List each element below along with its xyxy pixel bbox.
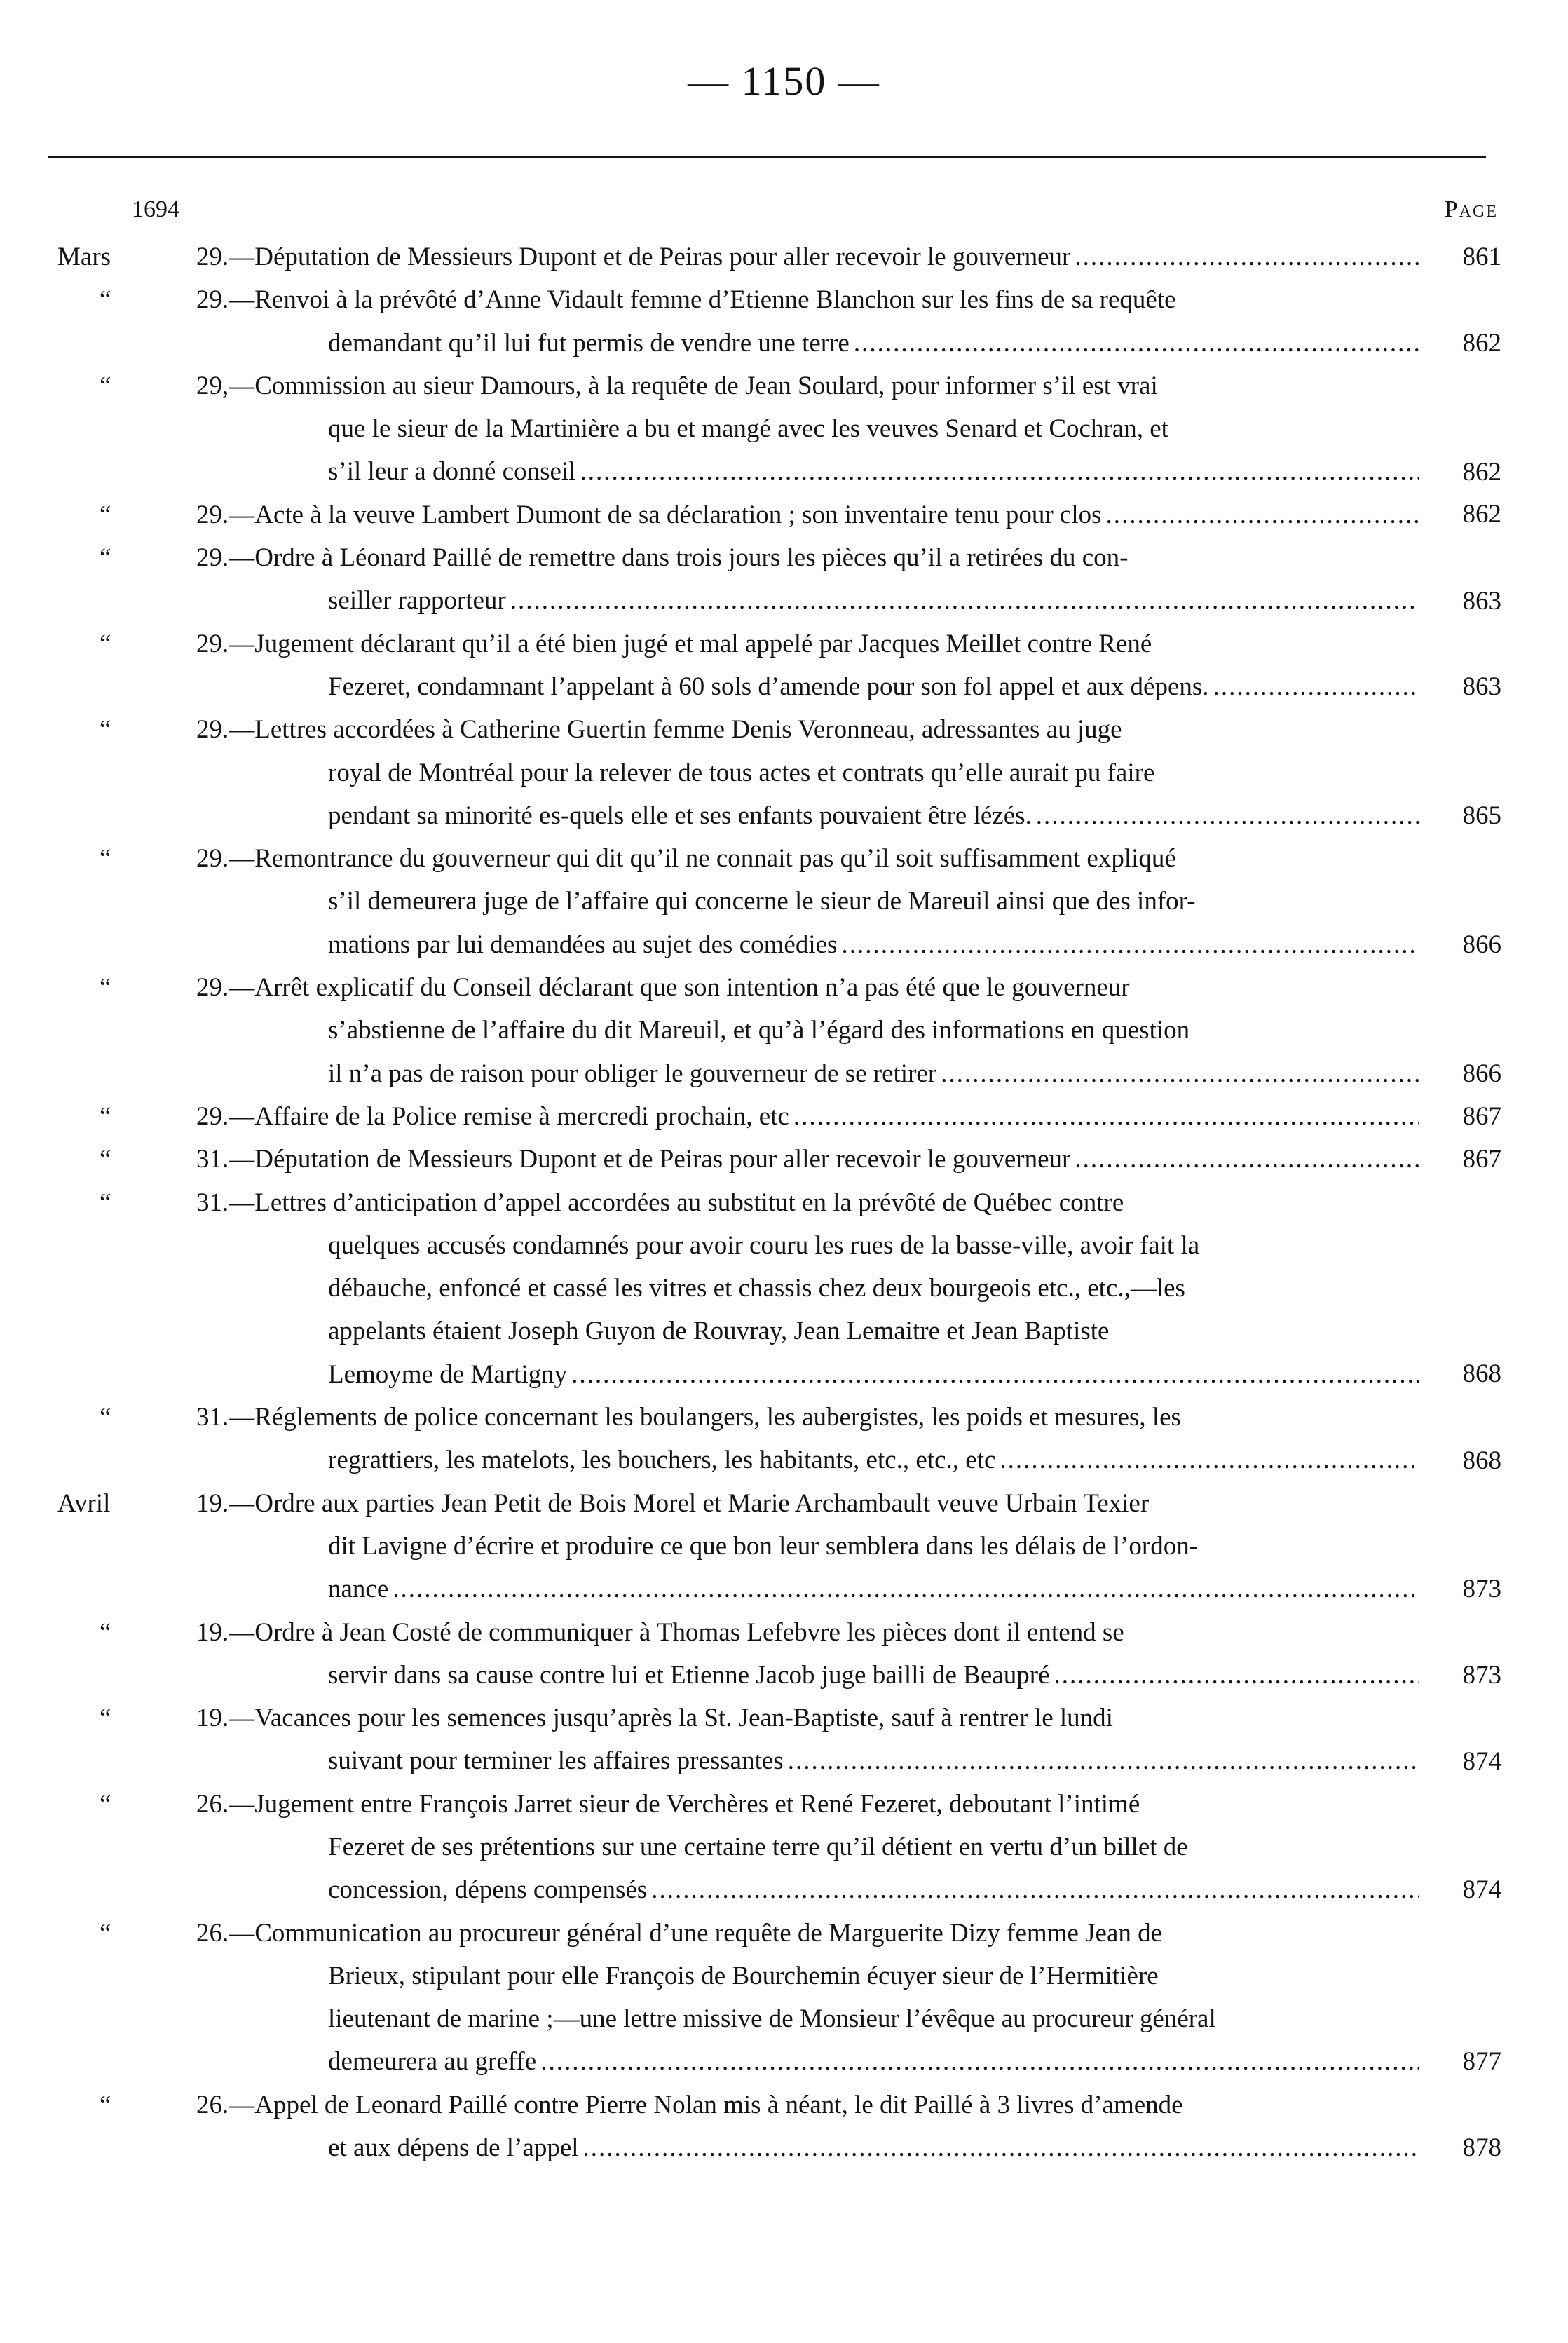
entry-text (196, 1095, 1423, 1138)
entry-day: 19. (196, 1617, 229, 1647)
entry-text (196, 494, 1423, 536)
entry-text (196, 966, 1423, 1095)
entry-line: Fezeret de ses prétentions sur une certaine terre qu’il détient en vertu d’un billet de (328, 1832, 1188, 1861)
entry-day: 29. (196, 715, 229, 745)
list-item (0, 1138, 1568, 1181)
list-item (0, 536, 1568, 623)
entry-page-number: 866 (1462, 930, 1501, 959)
dot-leader (1075, 236, 1419, 278)
entry-line: —Députation de Messieurs Dupont et de Peiras pour aller recevoir le gouverneur (229, 243, 1071, 271)
dot-leader (1075, 1138, 1419, 1181)
entry-text (196, 1482, 1423, 1611)
dot-leader (393, 1568, 1419, 1610)
entry-line: —Jugement déclarant qu’il a été bien jugé et mal appelé par Jacques Meillet contre René (229, 629, 1152, 658)
entry-line: —Arrêt explicatif du Conseil déclarant que son intention n’a pas été que le gouverneur (229, 973, 1130, 1003)
list-item (0, 1783, 1568, 1912)
list-item (0, 1396, 1568, 1482)
entry-month: “ (100, 715, 111, 745)
entry-day: 19. (196, 1704, 229, 1733)
entry-month: “ (100, 371, 111, 400)
dot-leader (841, 923, 1419, 966)
entry-day: 19. (196, 1488, 229, 1518)
entry-month: Avril (57, 1488, 111, 1518)
dot-leader (788, 1739, 1419, 1782)
entry-month: “ (100, 2090, 111, 2119)
entry-line: —Ordre à Jean Costé de communiquer à Thomas Lefebvre les pièces dont il entend se (229, 1617, 1124, 1647)
list-item (0, 1912, 1568, 2084)
page-column-heading: Page (1444, 196, 1498, 222)
dot-leader (941, 1052, 1419, 1095)
entry-line: s’il demeurera juge de l’affaire qui concerne le sieur de Mareuil ainsi que des infor- (328, 887, 1196, 916)
dot-leader (1036, 794, 1419, 837)
entry-month: Mars (57, 243, 111, 271)
entry-line: —Lettres accordées à Catherine Guertin femme Denis Veronneau, adressantes au juge (229, 715, 1122, 745)
entry-month: “ (100, 629, 111, 658)
entry-line: lieutenant de marine ;—une lettre missive de Monsieur l’évêque au procureur général (328, 2004, 1216, 2034)
entry-line: —Renvoi à la prévôté d’Anne Vidault femme d’Etienne Blanchon sur les fins de sa requête (229, 285, 1176, 315)
entry-day: 29. (196, 543, 229, 573)
entry-text (196, 1912, 1423, 2084)
entry-month: “ (100, 1145, 111, 1174)
entry-text (196, 1181, 1423, 1396)
entry-day: 26. (196, 2090, 229, 2119)
entry-month: “ (100, 1101, 111, 1131)
entry-text (196, 1783, 1423, 1912)
dot-leader (1106, 494, 1419, 536)
year-heading: 1694 (132, 196, 179, 222)
entry-line: Lemoyme de Martigny (328, 1359, 568, 1389)
entry-line: servir dans sa cause contre lui et Etienne Jacob juge bailli de Beaupré (328, 1660, 1050, 1690)
page-number: — 1150 — (688, 58, 880, 104)
entry-line: —Appel de Leonard Paillé contre Pierre Nolan mis à néant, le dit Paillé à 3 livres d’amende (229, 2090, 1183, 2119)
entry-text (196, 1396, 1423, 1482)
entry-line: s’abstienne de l’affaire du dit Mareuil, et qu’à l’égard des informations en question (328, 1016, 1190, 1045)
entry-page-number: 863 (1462, 672, 1501, 702)
list-item (0, 837, 1568, 966)
entry-month: “ (100, 1789, 111, 1819)
entry-page-number: 867 (1462, 1101, 1501, 1131)
entry-page-number: 865 (1462, 801, 1501, 830)
entry-line: quelques accusés condamnés pour avoir couru les rues de la basse-ville, avoir fait la (328, 1230, 1200, 1260)
entry-line: dit Lavigne d’écrire et produire ce que bon leur semblera dans les délais de l’ordon- (328, 1531, 1199, 1561)
entry-line: seiller rapporteur (328, 586, 506, 616)
entry-line: —Remontrance du gouverneur qui dit qu’il ne connait pas qu’il soit suffisamment expliqué (229, 844, 1176, 874)
entry-text (196, 1611, 1423, 1697)
entry-line: il n’a pas de raison pour obliger le gouverneur de se retirer (328, 1059, 937, 1088)
entry-text (196, 278, 1423, 365)
entry-line: nance (328, 1575, 389, 1604)
entry-list (0, 236, 1568, 2169)
entry-month: “ (100, 1617, 111, 1647)
entry-line: —Communication au procureur général d’une requête de Marguerite Dizy femme Jean de (229, 1918, 1163, 1948)
entry-page-number: 862 (1462, 328, 1501, 358)
dot-leader (651, 1868, 1419, 1911)
list-item (0, 236, 1568, 278)
entry-line: —Ordre à Léonard Paillé de remettre dans trois jours les pièces qu’il a retirées du con- (229, 543, 1129, 573)
entry-page-number: 873 (1462, 1661, 1501, 1690)
entry-month: “ (100, 500, 111, 529)
list-item (0, 623, 1568, 709)
list-item (0, 1482, 1568, 1611)
entry-line: —Vacances pour les semences jusqu’après la St. Jean-Baptiste, sauf à rentrer le lundi (229, 1704, 1113, 1733)
entry-text (196, 708, 1423, 837)
entry-page-number: 863 (1462, 586, 1501, 616)
entry-line: débauche, enfoncé et cassé les vitres et chassis chez deux bourgeois etc., etc.,—les (328, 1274, 1185, 1303)
entry-day: 29. (196, 500, 229, 529)
entry-line: regrattiers, les matelots, les bouchers, les habitants, etc., etc., etc (328, 1446, 996, 1475)
entry-line: mations par lui demandées au sujet des comédies (328, 930, 838, 959)
entry-line: —Acte à la veuve Lambert Dumont de sa déclaration ; son inventaire tenu pour clos (229, 500, 1102, 529)
entry-line: —Ordre aux parties Jean Petit de Bois Morel et Marie Archambault veuve Urbain Texier (229, 1488, 1150, 1518)
entry-page-number: 861 (1462, 242, 1501, 271)
list-item (0, 708, 1568, 837)
entry-line: —Commission au sieur Damours, à la requête de Jean Soulard, pour informer s’il est vrai (229, 371, 1158, 400)
dot-leader (854, 322, 1419, 365)
entry-month: “ (100, 1918, 111, 1948)
entry-page-number: 862 (1462, 500, 1501, 529)
entry-line: suivant pour terminer les affaires pressantes (328, 1746, 784, 1776)
entry-page-number: 867 (1462, 1144, 1501, 1174)
entry-line: —Députation de Messieurs Dupont et de Peiras pour aller recevoir le gouverneur (229, 1145, 1071, 1174)
entry-month: “ (100, 1188, 111, 1217)
entry-line: Fezeret, condamnant l’appelant à 60 sols d’amende pour son fol appel et aux dépens. (328, 672, 1209, 701)
entry-line: —Réglements de police concernant les boulangers, les aubergistes, les poids et mesures, les (229, 1403, 1181, 1432)
header-rule (48, 156, 1486, 158)
entry-page-number: 862 (1462, 457, 1501, 487)
dot-leader (793, 1095, 1419, 1138)
dot-leader (583, 2126, 1419, 2169)
entry-day: 29, (196, 371, 229, 400)
entry-line: Brieux, stipulant pour elle François de Bourchemin écuyer sieur de l’Hermitière (328, 1961, 1159, 1990)
entry-month: “ (100, 543, 111, 573)
list-item (0, 966, 1568, 1095)
entry-page-number: 878 (1462, 2133, 1501, 2163)
list-item (0, 1181, 1568, 1396)
entry-line: royal de Montréal pour la relever de tous actes et contrats qu’elle aurait pu faire (328, 758, 1155, 787)
entry-text (196, 365, 1423, 494)
entry-month: “ (100, 973, 111, 1003)
dot-leader (1213, 665, 1419, 708)
entry-month: “ (100, 285, 111, 315)
entry-line: et aux dépens de l’appel (328, 2133, 579, 2163)
entry-page-number: 866 (1462, 1059, 1501, 1088)
list-item (0, 365, 1568, 494)
entry-text (196, 236, 1423, 278)
entry-line: —Affaire de la Police remise à mercredi prochain, etc (229, 1101, 789, 1131)
entry-day: 29. (196, 285, 229, 315)
dot-leader (510, 579, 1419, 622)
entry-line: —Lettres d’anticipation d’appel accordées au substitut en la prévôté de Québec contre (229, 1188, 1124, 1217)
list-item (0, 278, 1568, 365)
entry-text (196, 2084, 1423, 2170)
dot-leader (580, 450, 1419, 493)
entry-page-number: 877 (1462, 2047, 1501, 2077)
entry-page-number: 874 (1462, 1875, 1501, 1905)
entry-line: demeurera au greffe (328, 2047, 537, 2077)
list-item (0, 1697, 1568, 1783)
entry-text (196, 536, 1423, 623)
entry-page-number: 868 (1462, 1359, 1501, 1389)
entry-day: 29. (196, 243, 229, 271)
entry-month: “ (100, 1704, 111, 1733)
entry-day: 29. (196, 1101, 229, 1131)
list-item (0, 2084, 1568, 2170)
list-item (0, 1611, 1568, 1697)
entry-month: “ (100, 844, 111, 874)
dot-leader (540, 2040, 1419, 2083)
entry-text (196, 1138, 1423, 1181)
entry-line: s’il leur a donné conseil (328, 457, 576, 487)
entry-page-number: 873 (1462, 1575, 1501, 1604)
entry-day: 26. (196, 1789, 229, 1819)
entry-day: 29. (196, 844, 229, 874)
entry-day: 31. (196, 1403, 229, 1432)
list-item (0, 1095, 1568, 1138)
entry-line: demandant qu’il lui fut permis de vendre une terre (328, 328, 850, 358)
entry-text (196, 1697, 1423, 1783)
entry-day: 31. (196, 1145, 229, 1174)
entry-line: pendant sa minorité es-quels elle et ses enfants pouvaient être lézés. (328, 801, 1032, 830)
entry-line: —Jugement entre François Jarret sieur de Verchères et René Fezeret, deboutant l’intimé (229, 1789, 1140, 1819)
dot-leader (1054, 1654, 1419, 1697)
entry-page-number: 868 (1462, 1446, 1501, 1475)
entry-line: que le sieur de la Martinière a bu et mangé avec les veuves Senard et Cochran, et (328, 414, 1168, 444)
entry-day: 26. (196, 1918, 229, 1948)
entry-page-number: 874 (1462, 1746, 1501, 1776)
entry-day: 31. (196, 1188, 229, 1217)
entry-line: appelants étaient Joseph Guyon de Rouvray, Jean Lemaitre et Jean Baptiste (328, 1317, 1110, 1346)
entry-text (196, 623, 1423, 709)
entry-line: concession, dépens compensés (328, 1875, 648, 1905)
dot-leader (1000, 1439, 1419, 1481)
list-item (0, 494, 1568, 536)
entry-month: “ (100, 1403, 111, 1432)
entry-text (196, 837, 1423, 966)
entry-day: 29. (196, 973, 229, 1003)
entry-day: 29. (196, 629, 229, 658)
dot-leader (571, 1353, 1419, 1396)
